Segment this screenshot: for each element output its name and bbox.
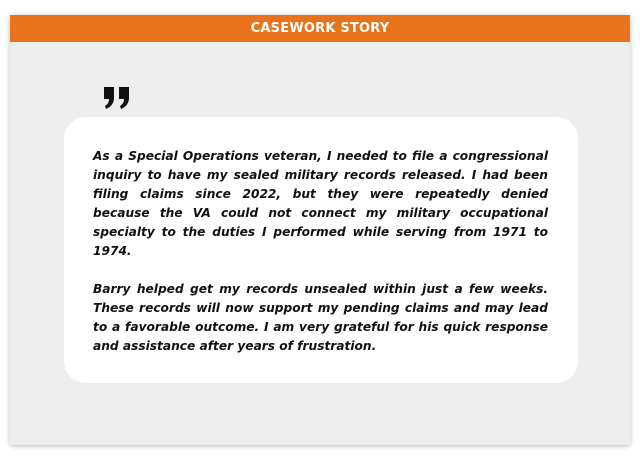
header-bar [10, 15, 630, 42]
quote-icon [103, 85, 133, 111]
story-paragraph-2: Barry helped get my records unsealed within just a few weeks. These records will now support my pending claims and may lead to a favorable outcome. I am very grateful for his quick response and assistance after years of frustration. [93, 282, 548, 353]
casework-story-panel [10, 15, 630, 445]
story-paragraph-1: As a Special Operations veteran, I needed to file a congressional inquiry to have my sealed military records released. I had been filing claims since 2022, but they were repeatedly denied because the VA could not connect my military occupational specialty to the duties I performed while serving from 1971 to 1974. [93, 149, 548, 258]
story-card [64, 117, 578, 383]
page-title: CASEWORK STORY [250, 21, 390, 36]
